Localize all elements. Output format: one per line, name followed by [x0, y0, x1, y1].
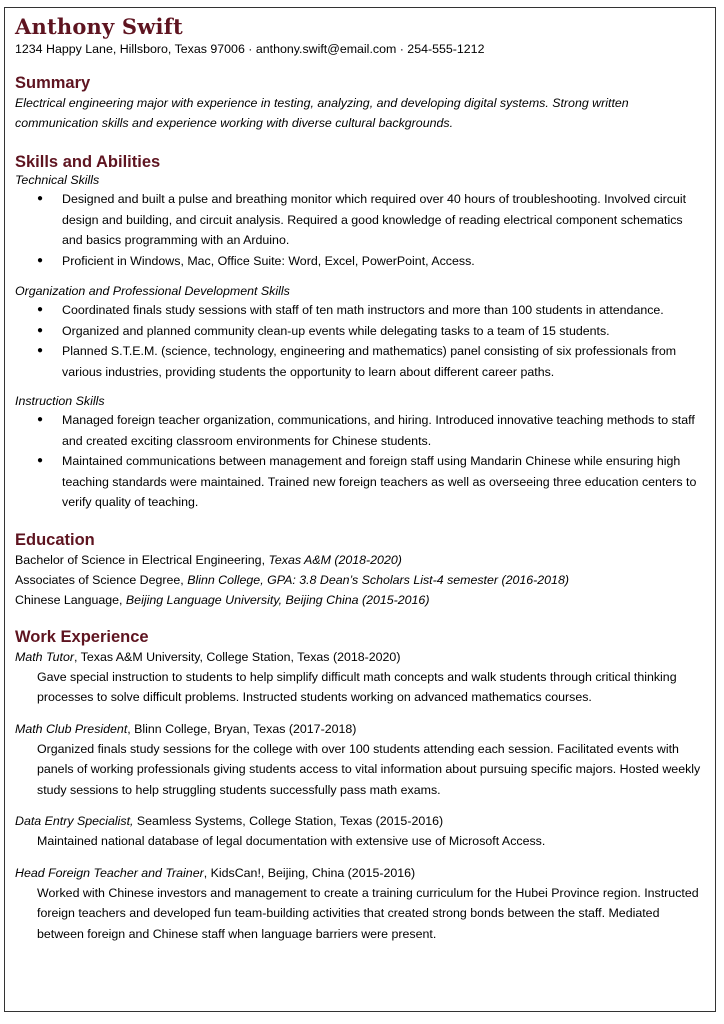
resume-page	[4, 7, 716, 1012]
job-title-line	[15, 719, 705, 739]
degree: Bachelor of Science in Electrical Engineering,	[15, 552, 269, 567]
job-role: Math Tutor	[15, 649, 74, 664]
education-entry	[15, 570, 705, 590]
skills-list	[15, 300, 705, 382]
contact-line: 1234 Happy Lane, Hillsboro, Texas 97006 · anthony.swift@email.com · 254-555-1212	[15, 42, 485, 56]
institution: Blinn College, GPA: 3.8 Dean’s Scholars List-4 semester (2016-2018)	[187, 572, 569, 587]
education-entry	[15, 550, 705, 570]
job-org: , Blinn College, Bryan, Texas (2017-2018)	[127, 721, 357, 736]
education-heading: Education	[15, 530, 95, 549]
job-description: Maintained national database of legal documentation with extensive use of Microsoft Access.	[37, 834, 546, 848]
skill-item: ● Managed foreign teacher organization, communications, and hiring. Introduced innovative teaching methods to staff and created exciting classroom environments for Chinese students.	[15, 410, 705, 451]
job-role: Head Foreign Teacher and Trainer	[15, 865, 204, 880]
resume-content	[15, 14, 705, 944]
degree: Chinese Language,	[15, 592, 126, 607]
skills-group-title: Technical Skills	[15, 173, 100, 187]
institution: Texas A&M (2018-2020)	[268, 552, 402, 567]
job-description: Gave special instruction to students to help simplify difficult math concepts and walk students through critical thinking processes to solve difficult problems. Instructed students working on advanced mathematics courses.	[37, 669, 677, 704]
candidate-name: Anthony Swift	[15, 14, 183, 39]
education-entry	[15, 590, 705, 610]
job-title-line	[15, 863, 705, 883]
job-title-line	[15, 811, 705, 831]
job-org: Seamless Systems, College Station, Texas (2015-2016)	[133, 814, 444, 828]
skill-item: ● Proficient in Windows, Mac, Office Suite: Word, Excel, PowerPoint, Access.	[15, 251, 705, 272]
job-role: Data Entry Specialist,	[15, 814, 134, 828]
degree: Associates of Science Degree,	[15, 572, 188, 587]
skill-item: ● Coordinated finals study sessions with staff of ten math instructors and more than 100 students in attendance.	[15, 300, 705, 321]
institution: Beijing Language University, Beijing China (2015-2016)	[125, 592, 430, 607]
skill-item: ● Designed and built a pulse and breathing monitor which required over 40 hours of troubleshooting. Involved circuit design and building, and circuit analysis. Required a good knowledge of reading electrical component schematics and basics programming with an Arduino.	[15, 189, 705, 251]
skill-item: ● Organized and planned community clean-up events while delegating tasks to a team of 15 students.	[15, 321, 705, 342]
job-title-line	[15, 647, 705, 667]
job-role: Math Club President	[15, 721, 128, 736]
skills-group-title: Organization and Professional Development Skills	[15, 284, 290, 298]
skills-list	[15, 189, 705, 271]
skills-heading: Skills and Abilities	[15, 153, 161, 171]
summary-text: Electrical engineering major with experience in testing, analyzing, and developing digital systems. Strong written communication skills and experience working with diverse cultural backgrounds.	[15, 96, 629, 130]
job-description: Organized finals study sessions for the college with over 100 students attending each session. Facilitated events with panels of working professionals giving students access to vital information about pursuing specific majors. Hosted weekly study sessions to help struggling students successfully pass math exams.	[37, 741, 701, 797]
summary-heading: Summary	[15, 74, 91, 92]
job-org: , KidsCan!, Beijing, China (2015-2016)	[203, 865, 416, 880]
job-description: Worked with Chinese investors and management to create a training curriculum for the Hubei Province region. Instructed foreign teachers and developed fun team-building activities that created strong bonds between the staff. Mediated between foreign and Chinese staff when language barriers were present.	[37, 885, 699, 941]
skill-item: ● Maintained communications between management and foreign staff using Mandarin Chinese while ensuring high teaching standards were maintained. Trained new foreign teachers as well as overseeing three education centers to verify quality of teaching.	[15, 451, 705, 513]
skills-group-title: Instruction Skills	[15, 394, 105, 408]
job-org: , Texas A&M University, College Station, Texas (2018-2020)	[74, 649, 401, 664]
work-heading: Work Experience	[15, 627, 149, 646]
skills-list	[15, 410, 705, 513]
skill-item: ● Planned S.T.E.M. (science, technology, engineering and mathematics) panel consisting of six professionals from various industries, providing students the opportunity to learn about different career paths.	[15, 341, 705, 382]
